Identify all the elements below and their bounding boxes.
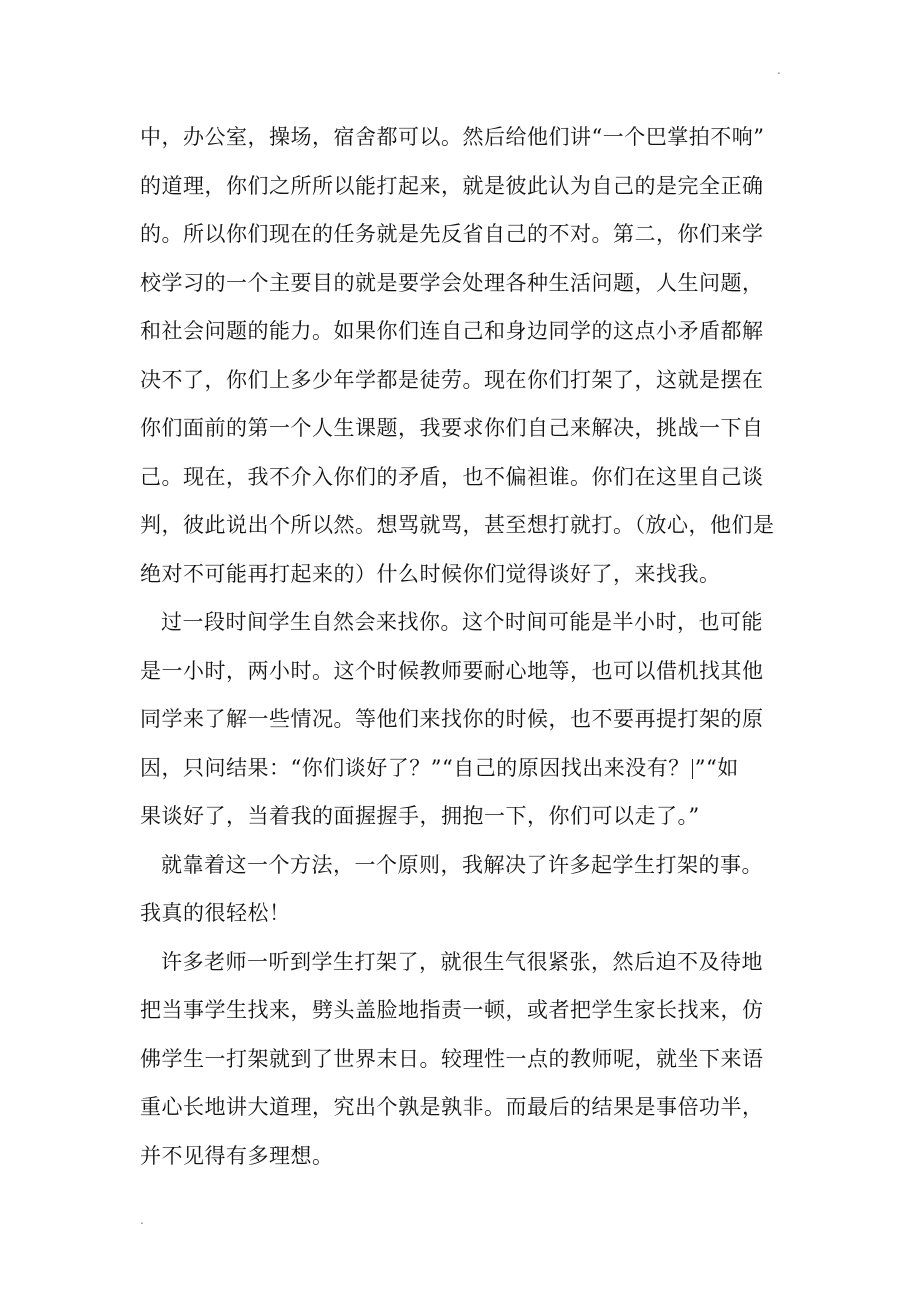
text-line: 己。现在，我不介入你们的矛盾，也不偏袒谁。你们在这里自己谈: [140, 464, 764, 489]
text-line: 绝对不可能再打起来的）什么时候你们觉得谈好了，来找我。: [140, 561, 721, 586]
text-line: 校学习的一个主要目的就是要学会处理各种生活问题，人生问题，: [140, 270, 764, 295]
paragraph-start-line: 就靠着这一个方法，一个原则，我解决了许多起学生打架的事。: [161, 852, 763, 877]
text-line: 和社会问题的能力。如果你们连自己和身边同学的这点小矛盾都解: [140, 319, 764, 343]
text-cursor: [692, 759, 693, 779]
text-line: 是一小时，两小时。这个时候教师要耐心地等，也可以借机找其他: [140, 658, 764, 683]
text-line: 我真的很轻松！: [140, 901, 291, 925]
text-line: 果谈好了，当着我的面握握手，拥抱一下，你们可以走了。”: [140, 804, 700, 828]
text-line: 决不了，你们上多少年学都是徒劳。现在你们打架了，这就是摆在: [140, 367, 764, 392]
text-line: 把当事学生找来，劈头盖脸地指责一顿，或者把学生家长找来，仿: [140, 998, 764, 1022]
text-line: 佛学生一打架就到了世界末日。较理性一点的教师呢，就坐下来语: [140, 1046, 764, 1071]
text-line: 的道理，你们之所所以能打起来，就是彼此认为自己的是完全正确: [140, 173, 764, 198]
paragraph-start-line: 许多老师一听到学生打架了，就很生气很紧张，然后迫不及待地: [161, 949, 763, 974]
text-segment: 因，只问结果：“你们谈好了？”“自己的原因找出来没有？: [140, 755, 690, 780]
text-line: 中，办公室，操场，宿舍都可以。然后给他们讲“一个巴掌拍不响”: [140, 125, 765, 149]
text-line-with-cursor: [140, 744, 790, 793]
text-line: 判，彼此说出个所以然。想骂就骂，甚至想打就打。（放心，他们是: [140, 513, 775, 537]
text-line: 重心长地讲大道理，究出个孰是孰非。而最后的结果是事倍功半，: [140, 1095, 764, 1119]
top-corner-mark: .: [777, 63, 781, 77]
text-line: 你们面前的第一个人生课题，我要求你们自己来解决，挑战一下自: [140, 416, 764, 440]
body-text: [140, 113, 790, 1180]
text-segment: ”“如: [694, 755, 739, 780]
bottom-corner-mark: .: [140, 1213, 144, 1227]
paragraph-start-line: 过一段时间学生自然会来找你。这个时间可能是半小时，也可能: [161, 610, 763, 634]
text-line: 同学来了解一些情况。等他们来找你的时候，也不要再提打架的原: [140, 707, 764, 731]
text-line: 并不见得有多理想。: [140, 1143, 334, 1168]
text-line: 的。所以你们现在的任务就是先反省自己的不对。第二，你们来学: [140, 222, 764, 246]
